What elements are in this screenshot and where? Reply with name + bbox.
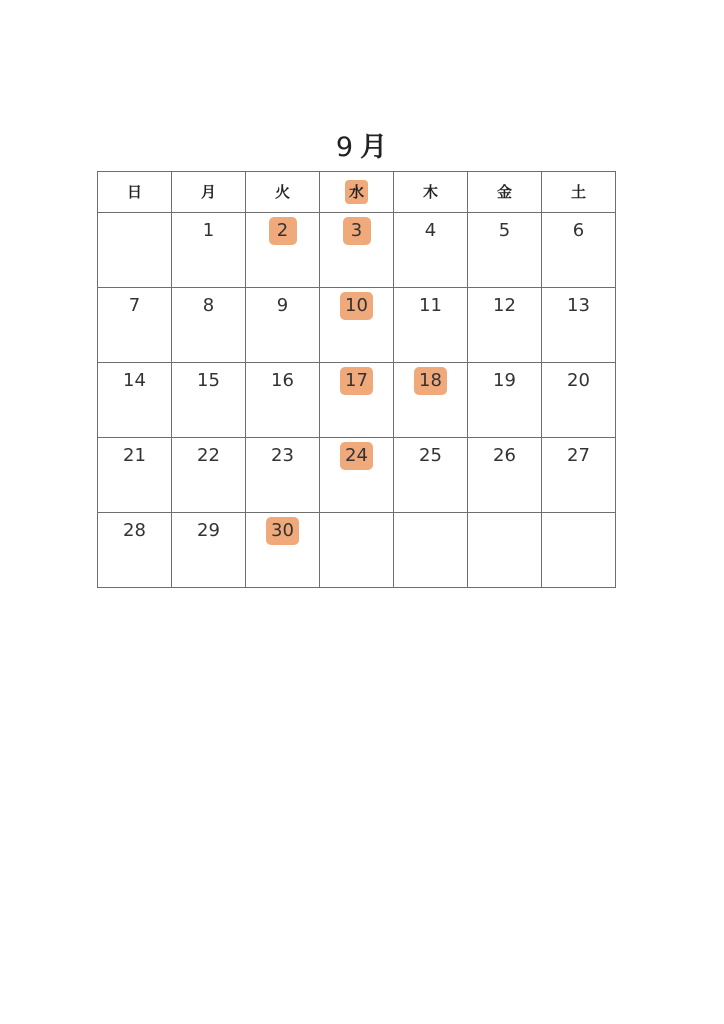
calendar-title — [0, 128, 724, 168]
weekday-header-row — [98, 172, 616, 213]
weekday-label: 金 — [496, 183, 512, 201]
day-number: 27 — [567, 445, 590, 466]
highlighted-day-number: 3 — [343, 217, 371, 245]
highlighted-day-number: 2 — [269, 217, 297, 245]
day-cell — [172, 438, 246, 513]
day-number: 12 — [493, 295, 516, 316]
day-number: 16 — [271, 370, 294, 391]
day-cell — [98, 213, 172, 288]
day-cell — [172, 288, 246, 363]
day-cell — [320, 363, 394, 438]
day-number: 7 — [128, 295, 141, 316]
month-unit: 月 — [360, 132, 389, 163]
weekday-label: 木 — [422, 183, 438, 201]
day-cell — [98, 363, 172, 438]
day-cell — [172, 513, 246, 588]
weekday-header-cell — [468, 172, 542, 213]
weekday-header-cell — [394, 172, 468, 213]
week-row — [98, 288, 616, 363]
day-cell — [394, 363, 468, 438]
weekday-header-cell — [320, 172, 394, 213]
day-number: 8 — [202, 295, 215, 316]
day-cell — [98, 513, 172, 588]
day-cell — [542, 363, 616, 438]
week-row — [98, 513, 616, 588]
day-number: 14 — [123, 370, 146, 391]
week-row — [98, 363, 616, 438]
day-cell — [468, 513, 542, 588]
day-cell — [172, 363, 246, 438]
day-cell — [542, 438, 616, 513]
day-cell — [394, 513, 468, 588]
day-cell — [320, 513, 394, 588]
calendar-grid — [97, 171, 616, 588]
day-number: 9 — [276, 295, 289, 316]
day-cell — [172, 213, 246, 288]
highlighted-day-number: 10 — [340, 292, 373, 320]
day-cell — [320, 438, 394, 513]
highlighted-day-number: 30 — [266, 517, 299, 545]
weekday-header-cell — [98, 172, 172, 213]
day-cell — [394, 213, 468, 288]
day-cell — [246, 288, 320, 363]
day-cell — [246, 213, 320, 288]
day-number: 26 — [493, 445, 516, 466]
day-cell — [246, 363, 320, 438]
day-number: 15 — [197, 370, 220, 391]
day-number: 28 — [123, 520, 146, 541]
weekday-label: 土 — [570, 183, 586, 201]
day-number: 22 — [197, 445, 220, 466]
highlighted-day-number: 17 — [340, 367, 373, 395]
day-cell — [542, 213, 616, 288]
day-cell — [468, 363, 542, 438]
day-number: 11 — [419, 295, 442, 316]
day-number: 1 — [202, 220, 215, 241]
day-number: 20 — [567, 370, 590, 391]
day-number: 13 — [567, 295, 590, 316]
day-number: 19 — [493, 370, 516, 391]
day-number: 6 — [572, 220, 585, 241]
day-cell — [542, 513, 616, 588]
day-number: 5 — [498, 220, 511, 241]
calendar-body — [98, 213, 616, 588]
day-cell — [542, 288, 616, 363]
weekday-header-cell — [246, 172, 320, 213]
day-cell — [394, 288, 468, 363]
weekday-header-cell — [172, 172, 246, 213]
weekday-label: 月 — [200, 183, 216, 201]
day-cell — [320, 213, 394, 288]
day-cell — [394, 438, 468, 513]
weekday-header-cell — [542, 172, 616, 213]
highlighted-day-number: 18 — [414, 367, 447, 395]
day-cell — [246, 438, 320, 513]
weekday-label: 火 — [274, 183, 290, 201]
day-cell — [468, 288, 542, 363]
day-number: 4 — [424, 220, 437, 241]
day-number: 29 — [197, 520, 220, 541]
month-number: 9 — [335, 132, 355, 163]
weekday-label: 日 — [126, 183, 142, 201]
week-row — [98, 213, 616, 288]
weekday-label: 水 — [345, 180, 368, 204]
week-row — [98, 438, 616, 513]
day-cell — [246, 513, 320, 588]
day-cell — [468, 213, 542, 288]
highlighted-day-number: 24 — [340, 442, 373, 470]
day-cell — [98, 438, 172, 513]
day-cell — [320, 288, 394, 363]
day-cell — [98, 288, 172, 363]
day-number: 25 — [419, 445, 442, 466]
day-cell — [468, 438, 542, 513]
day-number: 23 — [271, 445, 294, 466]
day-number: 21 — [123, 445, 146, 466]
